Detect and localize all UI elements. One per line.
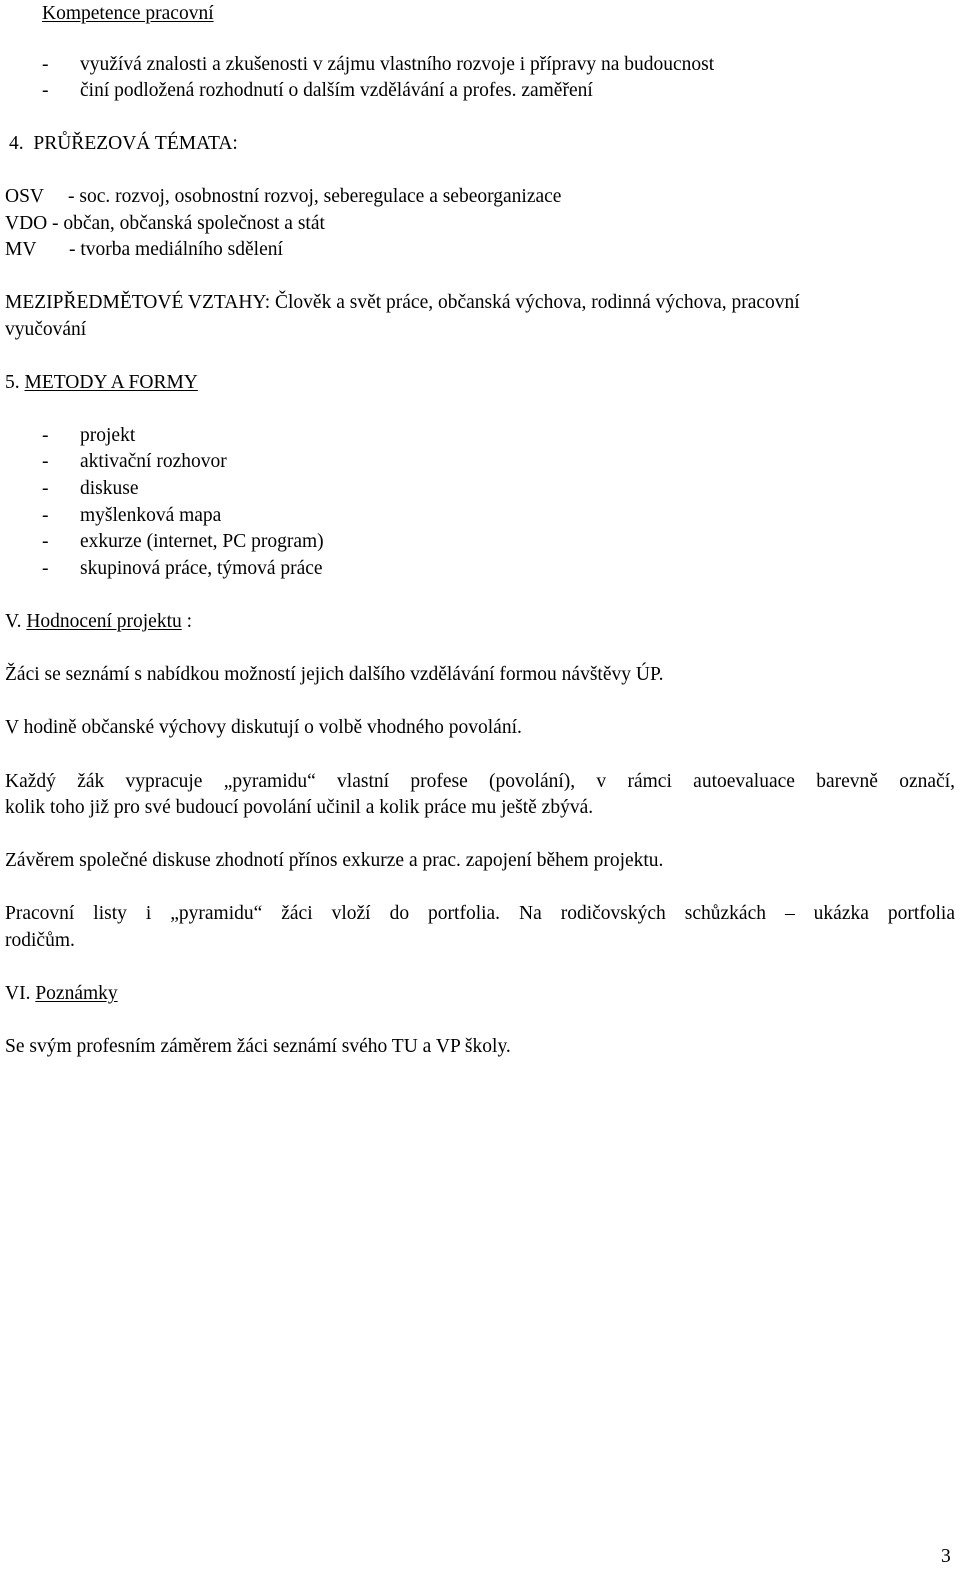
paragraph-3-line-1: Každý žák vypracuje „pyramidu“ vlastní profese (povolání), v rámci autoevaluace barevně označí, [5, 771, 955, 792]
paragraph-5-line-1: Pracovní listy i „pyramidu“ žáci vloží do portfolia. Na rodičovských schůzkách – ukázka portfolia [5, 903, 955, 924]
list-item [42, 53, 714, 77]
bullet-dash: - [42, 531, 49, 552]
relations-line-2: vyučování [5, 319, 87, 340]
notes-paragraph: Se svým profesním záměrem žáci seznámí svého TU a VP školy. [5, 1036, 511, 1057]
bullet-dash: - [42, 451, 49, 472]
list-item [42, 450, 227, 474]
section-colon: : [186, 611, 193, 632]
page-number: 3 [941, 1546, 951, 1567]
section-vi-heading [5, 982, 118, 1006]
section-v-heading [5, 610, 192, 634]
paragraph-5-line-2: rodičům. [5, 930, 75, 951]
section-title: PRŮŘEZOVÁ TÉMATA: [33, 133, 238, 154]
theme-text: - občan, občanská společnost a stát [52, 213, 325, 234]
section-title: Poznámky [35, 983, 118, 1004]
section-title: Hodnocení projektu [26, 611, 182, 632]
list-item [42, 530, 324, 554]
bullet-dash: - [42, 505, 49, 526]
section-5-heading [5, 371, 198, 395]
theme-text: - soc. rozvoj, osobnostní rozvoj, seberegulace a sebeorganizace [68, 186, 562, 207]
list-item-text: diskuse [80, 478, 139, 499]
list-item-text: skupinová práce, týmová práce [80, 558, 323, 579]
theme-abbr: OSV [5, 186, 45, 207]
paragraph-2: V hodině občanské výchovy diskutují o volbě vhodného povolání. [5, 717, 522, 738]
section-4-heading [9, 132, 238, 156]
theme-row-osv [5, 185, 561, 209]
list-item [42, 424, 135, 448]
list-item-text: činí podložená rozhodnutí o dalším vzdělávání a profes. zaměření [80, 80, 593, 101]
theme-abbr: MV [5, 239, 37, 260]
paragraph-4: Závěrem společné diskuse zhodnotí přínos exkurze a prac. zapojení během projektu. [5, 850, 664, 871]
section-number: 5. [5, 372, 20, 393]
list-item-text: projekt [80, 425, 136, 446]
list-item-text: využívá znalosti a zkušenosti v zájmu vlastního rozvoje i přípravy na budoucnost [80, 54, 715, 75]
list-item [42, 79, 593, 103]
list-item-text: myšlenková mapa [80, 505, 222, 526]
paragraph-3-line-2: kolik toho již pro své budoucí povolání učinil a kolik práce mu ještě zbývá. [5, 797, 594, 818]
paragraph-1: Žáci se seznámí s nabídkou možností jejich dalšího vzdělávání formou návštěvy ÚP. [5, 664, 664, 685]
relations-line-1: MEZIPŘEDMĚTOVÉ VZTAHY: Člověk a svět práce, občanská výchova, rodinná výchova, pracovní [5, 292, 800, 313]
list-item-text: exkurze (internet, PC program) [80, 531, 324, 552]
competence-heading: Kompetence pracovní [42, 3, 214, 24]
bullet-dash: - [42, 558, 49, 579]
list-item [42, 504, 221, 528]
list-item [42, 477, 139, 501]
section-number: VI. [5, 983, 31, 1004]
theme-row-mv [5, 238, 283, 262]
bullet-dash: - [42, 478, 49, 499]
theme-abbr: VDO [5, 213, 48, 234]
bullet-dash: - [42, 54, 49, 75]
theme-text: - tvorba mediálního sdělení [69, 239, 283, 260]
section-number: 4. [9, 133, 24, 154]
list-item-text: aktivační rozhovor [80, 451, 227, 472]
bullet-dash: - [42, 80, 49, 101]
bullet-dash: - [42, 425, 49, 446]
theme-row-vdo [5, 212, 325, 236]
list-item [42, 557, 323, 581]
section-title: METODY A FORMY [24, 372, 198, 393]
section-number: V. [5, 611, 22, 632]
